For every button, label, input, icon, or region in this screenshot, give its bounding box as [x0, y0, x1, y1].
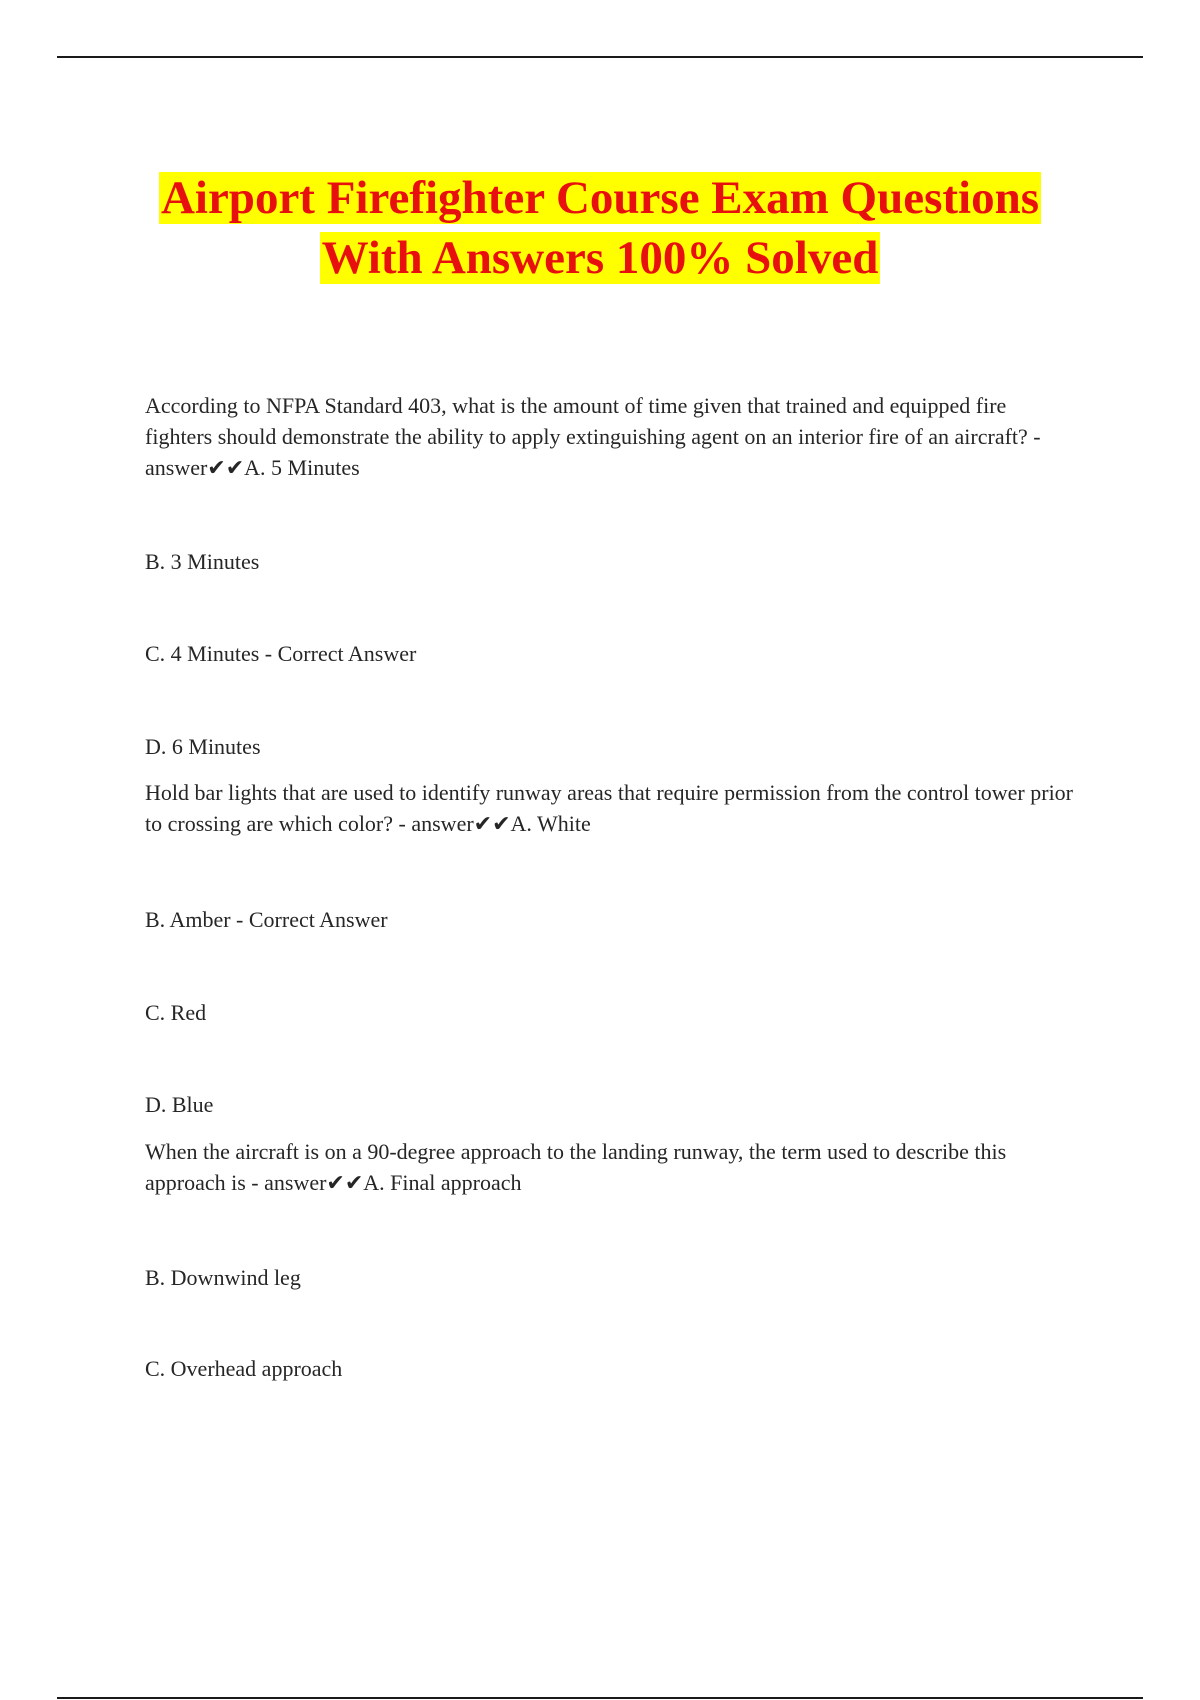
question-1-option-d: D. 6 Minutes: [145, 734, 261, 759]
question-2-option-d: D. Blue: [145, 1092, 214, 1117]
question-1-option-b: B. 3 Minutes: [145, 549, 260, 574]
document-title: [0, 168, 1200, 288]
question-1-text: According to NFPA Standard 403, what is the amount of time given that trained and equipped fire fighters should demonstrate the ability to apply extinguishing agent on an interior fire of an aircraft? - answer✔✔A. 5 Minutes: [145, 393, 1041, 480]
bottom-rule: [57, 1697, 1143, 1699]
question-3-option-b: B. Downwind leg: [145, 1265, 301, 1290]
top-rule: [57, 56, 1143, 58]
title-line-1: Airport Firefighter Course Exam Questions: [160, 172, 1040, 224]
question-3-text: When the aircraft is on a 90-degree approach to the landing runway, the term used to describe this approach is - answer✔✔A. Final approach: [145, 1139, 1007, 1195]
title-line-2: With Answers 100% Solved: [321, 232, 879, 284]
question-1-option-c: C. 4 Minutes - Correct Answer: [145, 641, 417, 666]
question-2-option-b: B. Amber - Correct Answer: [145, 907, 388, 932]
question-2-text: Hold bar lights that are used to identify runway areas that require permission from the control tower prior to crossing are which color? - answer✔✔A. White: [145, 780, 1074, 836]
question-2-option-c: C. Red: [145, 1000, 207, 1025]
question-3-option-c: C. Overhead approach: [145, 1356, 343, 1381]
